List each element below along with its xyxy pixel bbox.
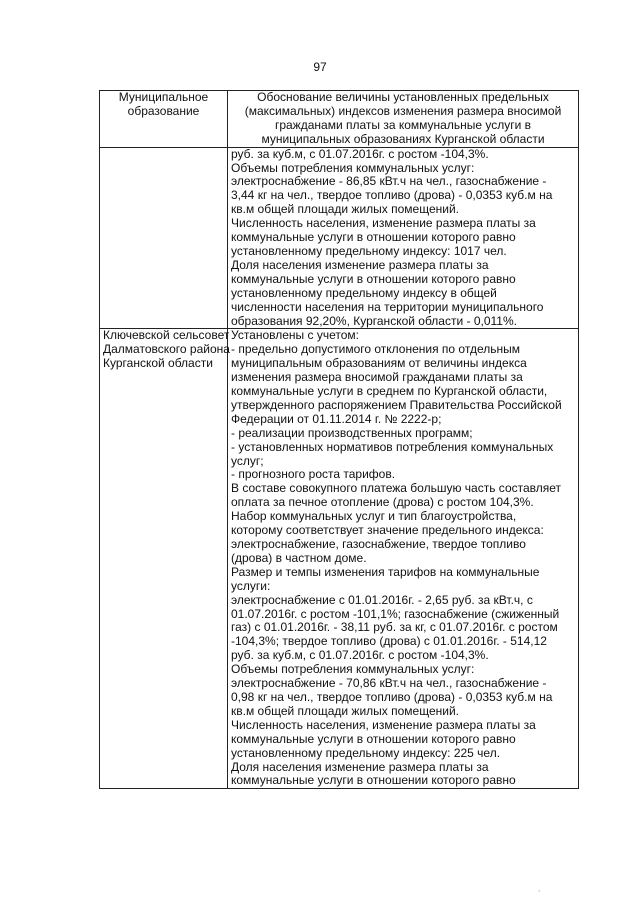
- page-number: 97: [313, 60, 327, 74]
- municipality-cell: [100, 329, 228, 789]
- text-line: утвержденного распоряжением Правительства Российской: [231, 397, 562, 412]
- text-line: численности населения на территории муниципального: [231, 299, 544, 314]
- text-line: руб. за куб.м, с 01.07.2016г. с ростом -104,3%.: [231, 146, 489, 161]
- text-line: Численность населения, изменение размера платы за: [231, 216, 536, 231]
- text-line: которому соответствует значение предельного индекса:: [231, 523, 544, 538]
- text-line: Доля населения изменение размера платы за: [231, 257, 489, 272]
- table-row: [100, 147, 579, 329]
- text-line: В составе совокупного платежа большую часть составляет: [231, 481, 562, 496]
- text-line: образования 92,20%, Курганской области - 0,011%.: [231, 313, 517, 328]
- header-line: Обоснование величины установленных предельных: [257, 90, 549, 104]
- text-line: кв.м общей площади жилых помещений.: [231, 202, 459, 217]
- text-line: установленному предельному индексу: 225 чел.: [231, 745, 501, 760]
- header-line: Муниципальное: [118, 90, 209, 104]
- text-line: Установлены с учетом:: [231, 328, 359, 343]
- scan-mark: ,: [538, 884, 541, 893]
- text-line: установленному предельному индексу в общей: [231, 285, 497, 300]
- text-line: изменения размера вносимой гражданами платы за: [231, 370, 523, 385]
- text-line: - прогнозного роста тарифов.: [231, 467, 396, 482]
- justification-cell: [228, 329, 579, 789]
- text-line: Доля населения изменение размера платы за: [231, 759, 489, 774]
- text-line: установленному предельному индексу: 1017 чел.: [231, 243, 507, 258]
- text-line: -104,3%; твердое топливо (дрова) с 01.01.2016г. - 514,12: [231, 634, 547, 649]
- text-line: Федерации от 01.11.2014 г. № 2222-р;: [231, 411, 442, 426]
- municipality-line: Далматовского района: [103, 342, 230, 357]
- text-line: электроснабжение, газоснабжение, твердое топливо: [231, 537, 526, 551]
- header-municipality: [100, 91, 228, 148]
- text-line: газ) с 01.01.2016г. - 38,11 руб. за кг, с 01.07.2016г. с ростом: [231, 620, 558, 635]
- text-line: муниципальным образованиям от величины индекса: [231, 356, 527, 371]
- header-line: муниципальных образованиях Курганской области: [261, 131, 545, 146]
- header-justification: [228, 91, 579, 148]
- table-header-row: [100, 91, 579, 148]
- text-line: коммунальные услуги в отношении которого равно: [231, 230, 516, 245]
- text-line: - установленных нормативов потребления коммунальных: [231, 439, 554, 454]
- text-line: - реализации производственных программ;: [231, 425, 473, 440]
- text-line: кв.м общей площади жилых помещений.: [231, 703, 459, 718]
- text-line: Объемы потребления коммунальных услуг:: [231, 662, 475, 677]
- table-row: [100, 329, 579, 789]
- tariff-index-table: [99, 90, 579, 789]
- municipality-line: Ключевской сельсовет: [103, 328, 230, 343]
- text-line: услуги:: [231, 578, 271, 593]
- text-line: - предельно допустимого отклонения по отдельным: [231, 342, 520, 357]
- text-line: 01.07.2016г. с ростом -101,1%; газоснабжение (сжиженный: [231, 606, 560, 621]
- municipality-cell: [100, 147, 228, 329]
- text-line: Объемы потребления коммунальных услуг:: [231, 160, 475, 175]
- text-line: (дрова) в частном доме.: [231, 550, 367, 565]
- text-line: коммунальные услуги в среднем по Курганской области,: [231, 384, 548, 399]
- header-line: образование: [127, 103, 200, 118]
- text-line: оплата за печное отопление (дрова) с ростом 104,3%.: [231, 495, 534, 510]
- text-line: руб. за куб.м, с 01.07.2016г. с ростом -104,3%.: [231, 648, 489, 663]
- text-line: коммунальные услуги в отношении которого равно: [231, 271, 516, 286]
- text-line: коммунальные услуги в отношении которого равно: [231, 773, 516, 788]
- text-line: Набор коммунальных услуг и тип благоустройства,: [231, 509, 517, 524]
- text-line: Численность населения, изменение размера платы за: [231, 717, 536, 732]
- text-line: 0,98 кг на чел., твердое топливо (дрова) - 0,0353 куб.м на: [231, 689, 553, 704]
- text-line: электроснабжение - 86,85 кВт.ч на чел., газоснабжение -: [231, 174, 547, 189]
- text-line: коммунальные услуги в отношении которого равно: [231, 731, 516, 746]
- text-line: Размер и темпы изменения тарифов на коммунальные: [231, 564, 540, 579]
- header-line: гражданами платы за коммунальные услуги в: [274, 117, 532, 132]
- municipality-line: Курганской области: [103, 356, 213, 371]
- text-line: 3,44 кг на чел., твердое топливо (дрова) - 0,0353 куб.м на: [231, 188, 553, 203]
- text-line: электроснабжение - 70,86 кВт.ч на чел., газоснабжение -: [231, 676, 547, 691]
- justification-cell: [228, 147, 579, 329]
- text-line: услуг;: [231, 453, 264, 468]
- text-line: электроснабжение с 01.01.2016г. - 2,65 руб. за кВт.ч, с: [231, 592, 533, 607]
- header-line: (максимальных) индексов изменения размера вносимой: [244, 103, 562, 118]
